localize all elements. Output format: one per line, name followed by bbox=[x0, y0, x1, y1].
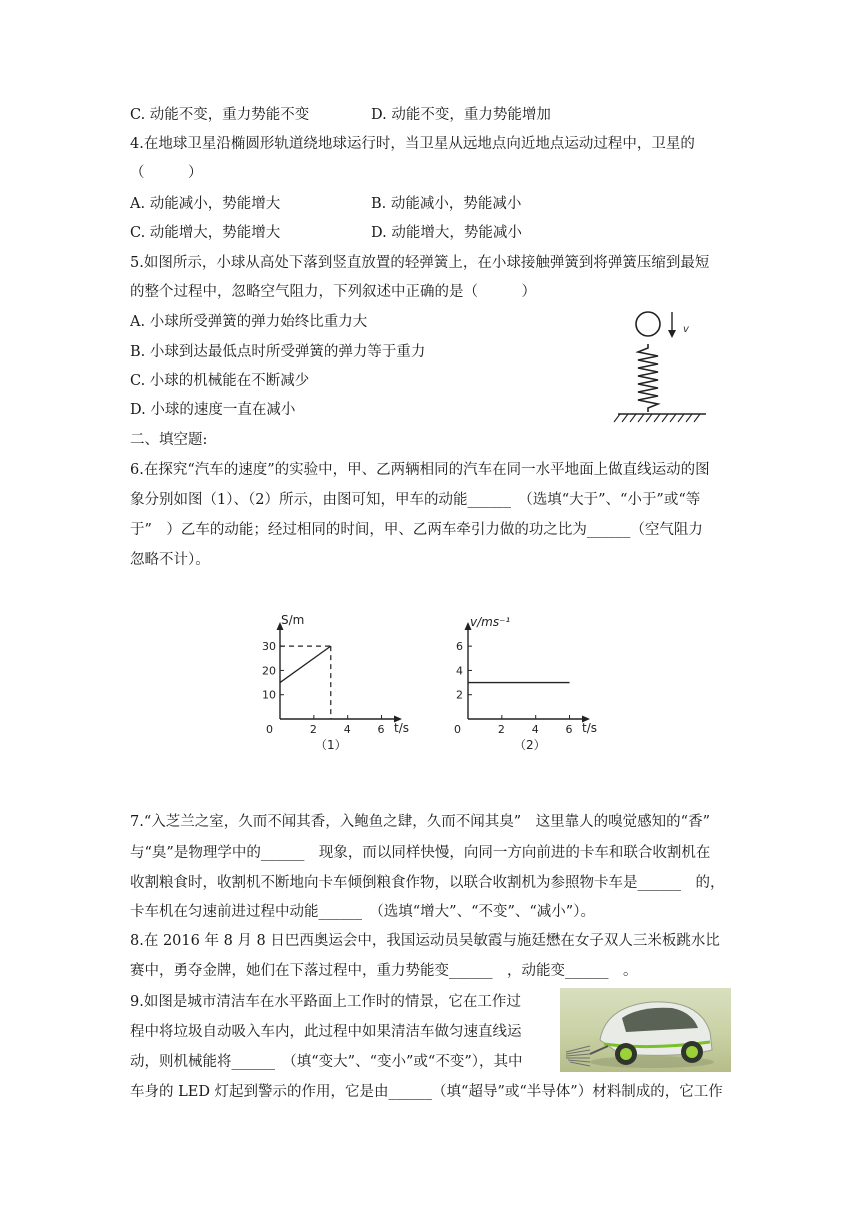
x-tick-label: 0 bbox=[266, 723, 273, 736]
q5-option-d: D. 小球的速度一直在减小 bbox=[130, 402, 296, 418]
q5-option-c: C. 小球的机械能在不断减少 bbox=[130, 373, 310, 389]
q4-option-d: D. 动能增大，势能减小 bbox=[371, 225, 522, 241]
y-tick-label: 6 bbox=[456, 640, 463, 654]
q3-option-c: C. 动能不变，重力势能不变 bbox=[130, 107, 310, 123]
graph1-caption: （1） bbox=[315, 738, 347, 752]
graph2-caption: （2） bbox=[514, 738, 546, 752]
q6-line3: 于” ）乙车的动能；经过相同的时间，甲、乙两车牵引力做的功之比为______（空气阻力 bbox=[130, 522, 703, 538]
q7-line4: 卡车机在匀速前进过程中动能______ （选填“增大”、“不变”、“减小”）。 bbox=[130, 904, 595, 920]
q5-stem-line2: 的整个过程中，忽略空气阻力，下列叙述中正确的是（ ） bbox=[130, 284, 536, 300]
cleaning-vehicle-icon bbox=[560, 988, 731, 1072]
cleaning-vehicle-photo bbox=[560, 988, 731, 1072]
y-tick-label: 20 bbox=[262, 664, 276, 678]
data-line bbox=[280, 646, 331, 682]
q4-option-b: B. 动能减小，势能减小 bbox=[371, 196, 522, 212]
velocity-label: v bbox=[683, 324, 689, 335]
q4-stem-line2: （ ） bbox=[130, 165, 203, 181]
q7-line3: 收割粮食时，收割机不断地向卡车倾倒粮食作物，以联合收割机为参照物卡车是______ 的， bbox=[130, 875, 725, 891]
velocity-arrowhead bbox=[668, 330, 676, 338]
spring bbox=[638, 344, 658, 412]
y-tick-label: 2 bbox=[456, 688, 463, 702]
q7-line2: 与“臭”是物理学中的______ 现象，而以同样快慢，向同一方向前进的卡车和联合收割机在 bbox=[130, 845, 711, 861]
q4-stem-line1: 4.在地球卫星沿椭圆形轨道绕地球运行时，当卫星从远地点向近地点运动过程中，卫星的 bbox=[130, 136, 695, 152]
ground-hatch bbox=[614, 414, 700, 422]
q5-option-b: B. 小球到达最低点时所受弹簧的弹力等于重力 bbox=[130, 344, 426, 360]
q9-line1: 9.如图是城市清洁车在水平路面上工作时的情景，它在工作过 bbox=[130, 994, 521, 1010]
graph2-ylabel: v/ms⁻¹ bbox=[470, 615, 511, 629]
graph-1-s-t bbox=[255, 612, 409, 752]
q4-option-c: C. 动能增大，势能增大 bbox=[130, 225, 281, 241]
q6-line1: 6.在探究“汽车的速度”的实验中，甲、乙两辆相同的汽车在同一水平地面上做直线运动的图 bbox=[130, 462, 710, 478]
q8-line2: 赛中，勇夺金牌，她们在下落过程中，重力势能变______ ，动能变______ 。 bbox=[130, 963, 638, 979]
x-tick-label: 4 bbox=[343, 723, 351, 736]
q4-option-a: A. 动能减小，势能增大 bbox=[130, 196, 281, 212]
ball bbox=[636, 312, 660, 336]
graph1-xlabel: t/s bbox=[394, 721, 409, 735]
q6-line4: 忽略不计）。 bbox=[130, 552, 210, 568]
x-tick-label: 4 bbox=[531, 723, 539, 736]
x-tick-label: 6 bbox=[377, 723, 385, 736]
x-tick-label: 6 bbox=[565, 723, 573, 736]
q9-line2: 程中将垃圾自动吸入车内，此过程中如果清洁车做匀速直线运 bbox=[130, 1024, 522, 1040]
section2-title: 二、填空题: bbox=[130, 432, 208, 448]
q8-line1: 8.在 2016 年 8 月 8 日巴西奥运会中，我国运动员吴敏霞与施廷懋在女子双人三米板跳水比 bbox=[130, 933, 720, 949]
x-tick-label: 0 bbox=[454, 723, 461, 736]
graph-2-v-t bbox=[440, 612, 605, 752]
q9-line3: 动，则机械能将______ （填“变大”、“变小”或“不变”），其中 bbox=[130, 1054, 523, 1070]
q7-line1: 7.“入芝兰之室，久而不闻其香，入鲍鱼之肆，久而不闻其臭” 这里靠人的嗅觉感知的“香” bbox=[130, 814, 710, 830]
x-tick-label: 2 bbox=[309, 723, 317, 736]
q6-line2: 象分别如图（1）、（2）所示，由图可知，甲车的动能______ （选填“大于”、“小于”或“等 bbox=[130, 492, 701, 508]
q3-option-d: D. 动能不变，重力势能增加 bbox=[371, 107, 551, 123]
q9-line4: 车身的 LED 灯起到警示的作用，它是由______（填“超导”或“半导体”）材料制成的，它工作 bbox=[130, 1084, 723, 1100]
y-tick-label: 4 bbox=[456, 664, 463, 678]
q5-option-a: A. 小球所受弹簧的弹力始终比重力大 bbox=[130, 314, 368, 330]
y-tick-label: 30 bbox=[262, 640, 276, 654]
graph1-ylabel: S/m bbox=[281, 613, 305, 627]
q5-ball-spring-figure bbox=[610, 302, 710, 432]
graph2-xlabel: t/s bbox=[582, 721, 597, 735]
x-tick-label: 2 bbox=[497, 723, 505, 736]
y-tick-label: 10 bbox=[262, 688, 276, 702]
q5-stem-line1: 5.如图所示，小球从高处下落到竖直放置的轻弹簧上，在小球接触弹簧到将弹簧压缩到最短 bbox=[130, 255, 710, 271]
